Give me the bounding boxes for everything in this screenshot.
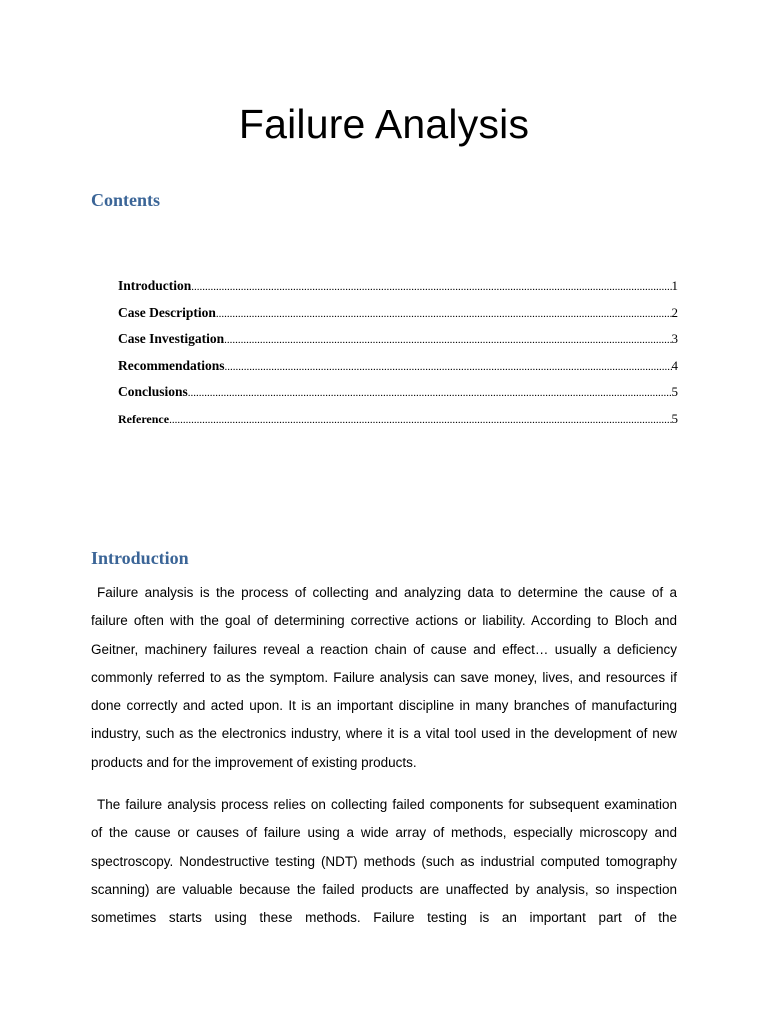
toc-entry-page: 2	[671, 304, 678, 320]
introduction-paragraph-1: Failure analysis is the process of collecting and analyzing data to determine the cause of a failure often with the goal of determining corrective actions or liability. According to Bloch and Geitner, machinery failures reveal a reaction chain of cause and effect… usually a deficiency commonly referred to as the symptom. Failure analysis can save money, lives, and resources if done correctly and acted upon. It is an important discipline in many branches of manufacturing industry, such as the electronics industry, where it is a vital tool used in the development of new products and for the improvement of existing products.	[91, 585, 677, 770]
toc-dot-leader	[188, 387, 672, 399]
toc-dot-leader	[225, 361, 672, 373]
toc-entry-page: 1	[671, 278, 678, 293]
introduction-paragraph-2: The failure analysis process relies on collecting failed components for subsequent examination of the cause or causes of failure using a wide array of methods, especially microscopy and spectroscopy. Nondestructive testing (NDT) methods (such as industrial computed tomography scanning) are valuable because the failed products are unaffected by analysis, so inspection sometimes starts using these methods. Failure testing is an important part of the	[91, 797, 677, 926]
toc-entry-label: Conclusions	[118, 384, 188, 400]
toc-entry-case-investigation[interactable]	[118, 331, 678, 358]
toc-entry-reference[interactable]	[118, 411, 678, 438]
toc-entry-label: Introduction	[118, 278, 192, 293]
introduction-heading: Introduction	[91, 548, 189, 568]
contents-heading: Contents	[91, 190, 161, 210]
toc-entry-page: 4	[671, 357, 678, 373]
table-of-contents	[118, 278, 678, 438]
toc-dot-leader	[216, 308, 672, 320]
toc-entry-label: Reference	[118, 411, 170, 426]
toc-entry-label: Case Description	[118, 304, 216, 320]
toc-entry-page: 3	[671, 331, 678, 347]
toc-entry-recommendations[interactable]	[118, 358, 678, 385]
toc-entry-case-description[interactable]	[118, 305, 678, 332]
toc-dot-leader	[169, 414, 671, 426]
toc-entry-conclusions[interactable]	[118, 384, 678, 411]
document-title: Failure Analysis	[238, 101, 530, 147]
toc-entry-label: Case Investigation	[118, 331, 225, 347]
toc-entry-label: Recommendations	[118, 357, 225, 373]
toc-dot-leader	[224, 334, 671, 346]
toc-entry-introduction[interactable]	[118, 278, 678, 305]
toc-dot-leader	[191, 281, 671, 293]
toc-entry-page: 5	[671, 410, 678, 426]
toc-entry-page: 5	[671, 384, 678, 400]
